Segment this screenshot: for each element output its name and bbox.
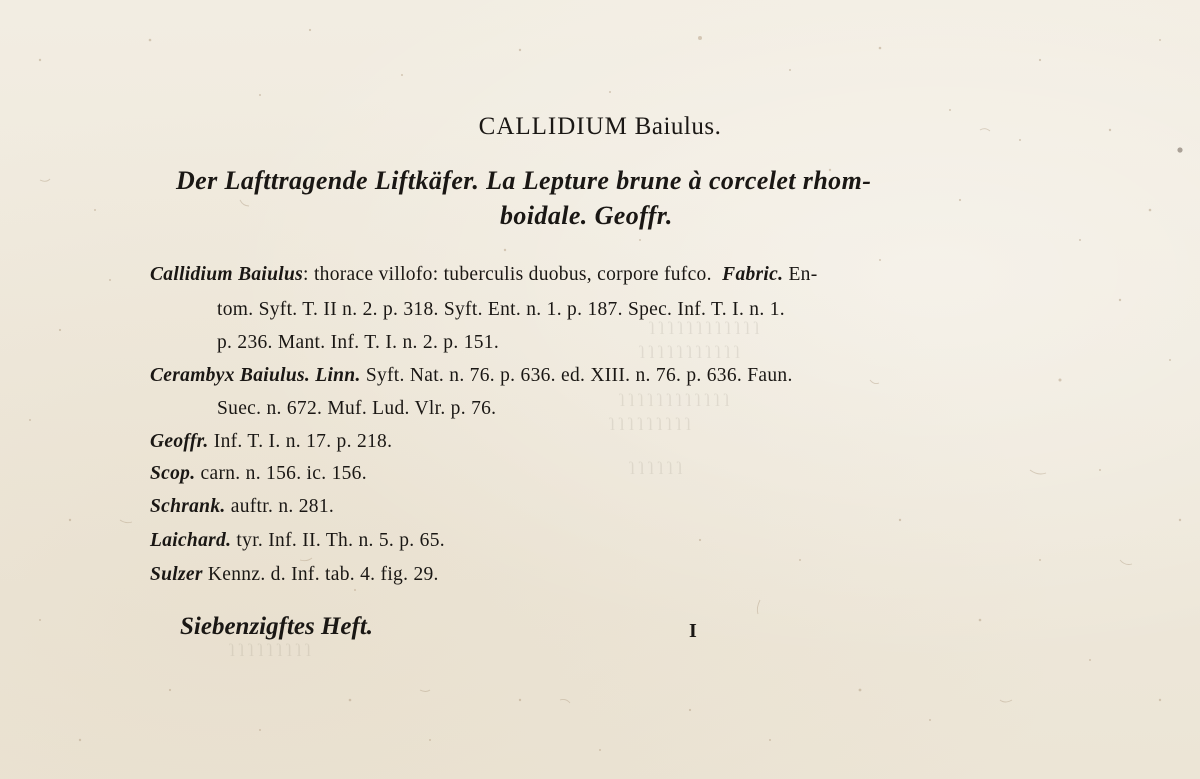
show-through-text: ſ ſ ſ ſ ſ ſ ſ ſ ſ ſ ſ ſ — [650, 318, 760, 338]
synonym-reference-line: p. 236. Mant. Inf. T. I. n. 2. p. 151. — [217, 332, 500, 353]
reference-citation: Inf. T. I. n. 17. p. 218. — [208, 431, 393, 452]
show-through-text: ſ ſ ſ ſ ſ ſ — [630, 458, 683, 478]
genus-name: CALLIDIUM — [478, 113, 628, 140]
reference-citation: Kennz. d. Inf. tab. 4. fig. 29. — [202, 564, 439, 585]
reference-entry-schrank — [150, 496, 334, 518]
synonym-description: : thorace villofo: tuberculis duobus, corpore fufco. — [303, 264, 712, 285]
reference-author: Scop. — [150, 463, 196, 484]
synonym-reference-line: tom. Syft. T. II n. 2. p. 318. Syft. Ent. n. 1. p. 187. Spec. Inf. T. I. n. 1. — [217, 299, 785, 320]
synonym-entry-callidium — [150, 264, 818, 286]
common-names-line-2: boidale. Geoffr. — [500, 201, 673, 230]
synonym-name: Cerambyx Baiulus. — [150, 365, 311, 386]
show-through-text: ſ ſ ſ ſ ſ ſ ſ ſ ſ — [610, 414, 692, 434]
signature-mark: I — [689, 620, 697, 642]
reference-entry-scopoli — [150, 463, 367, 485]
reference-author: Schrank. — [150, 496, 226, 517]
synonym-reference: Syft. Nat. n. 76. p. 636. ed. XIII. n. 76. p. 636. Faun. — [360, 365, 793, 386]
show-through-text: ſ ſ ſ ſ ſ ſ ſ ſ ſ ſ ſ — [640, 342, 741, 362]
synonym-author: Fabric. — [722, 264, 784, 285]
synonym-author: Linn. — [315, 365, 361, 386]
reference-entry-geoffroy — [150, 431, 392, 453]
show-through-text: ſ ſ ſ ſ ſ ſ ſ ſ ſ ſ ſ ſ — [620, 390, 730, 410]
reference-citation: auftr. n. 281. — [225, 496, 335, 517]
reference-entry-laicharding — [150, 530, 445, 552]
reference-citation: tyr. Inf. II. Th. n. 5. p. 65. — [231, 530, 445, 551]
synonym-name: Callidium Baiulus — [150, 264, 304, 285]
common-names-line-1: Der Lafttragende Liftkäfer. La Lepture brune à corcelet rhom- — [176, 166, 872, 195]
reference-entry-sulzer — [150, 564, 439, 586]
synonym-continuation: En- — [783, 264, 818, 285]
page-heading — [0, 113, 1200, 141]
reference-author: Laichard. — [150, 530, 232, 551]
signature-line: Siebenzigftes Heft. — [180, 613, 374, 640]
species-name: Baiulus. — [634, 113, 722, 140]
reference-citation: carn. n. 156. ic. 156. — [195, 463, 367, 484]
reference-author: Geoffr. — [150, 431, 209, 452]
reference-author: Sulzer — [150, 564, 203, 585]
synonym-entry-cerambyx — [150, 365, 793, 387]
synonym-reference-line: Suec. n. 672. Muf. Lud. Vlr. p. 76. — [217, 398, 497, 419]
show-through-text: ſ ſ ſ ſ ſ ſ ſ ſ ſ — [230, 640, 312, 660]
